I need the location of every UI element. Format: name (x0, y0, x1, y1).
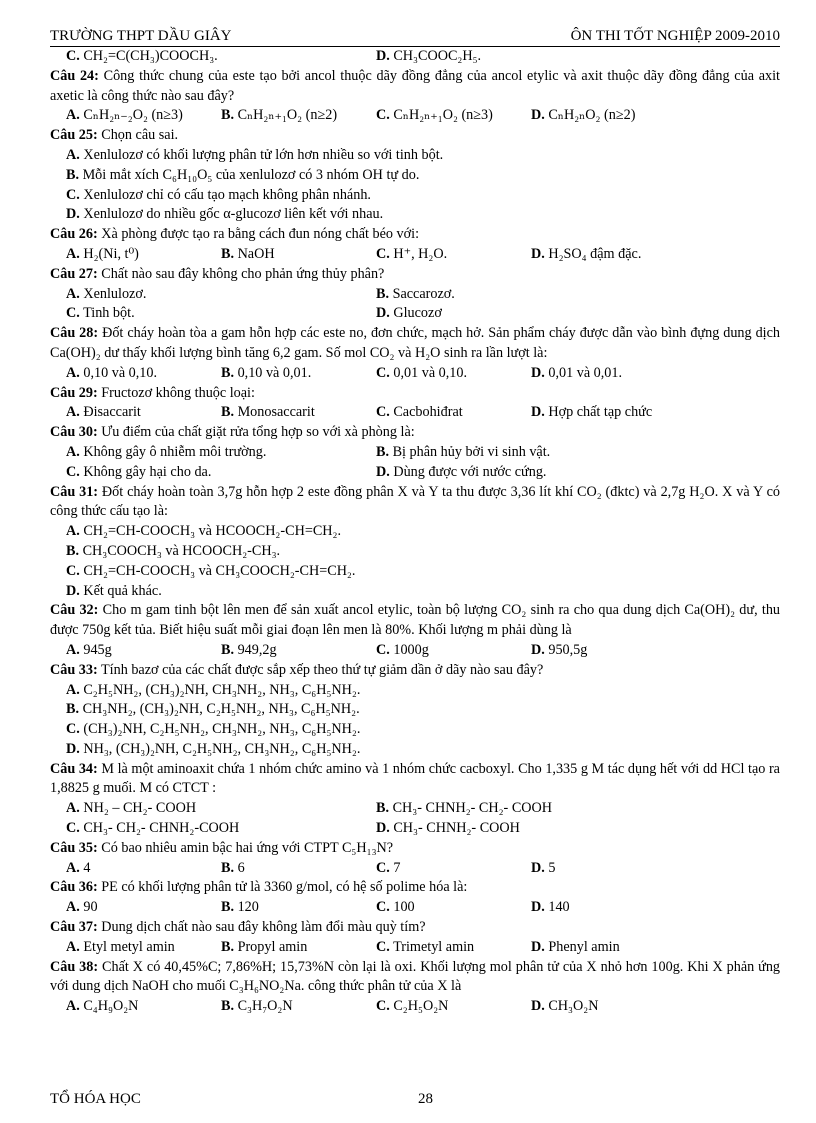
options-row (50, 403, 780, 423)
option-c: C. Trimetyl amin (376, 938, 475, 955)
options-row (50, 859, 780, 879)
question-33: Câu 33: Tính bazơ của các chất được sắp xếp theo thứ tự giảm dần ở dãy nào sau đây? (50, 661, 544, 678)
option-b: B. 949,2g (221, 641, 277, 658)
option-b: B. NaOH (221, 245, 275, 262)
option-d: D. 5 (531, 859, 556, 876)
option-d: D. H₂SO₄ đậm đặc. (531, 245, 642, 262)
options-row (50, 364, 780, 384)
option-c: C. Không gây hại cho da. (66, 463, 212, 480)
options-row (50, 898, 780, 918)
option-a: A. 945g (66, 641, 112, 658)
option-d: D. 950,5g (531, 641, 588, 658)
option-a: A. 0,10 và 0,10. (66, 364, 158, 381)
option-a: A. Không gây ô nhiễm môi trường. (66, 443, 267, 460)
question-25: Câu 25: Chọn câu sai. (50, 127, 179, 144)
option-b: B. CH₃- CHNH₂- CH₂- COOH (376, 800, 553, 817)
option-a: A. 90 (66, 899, 98, 916)
option-a: A. Xenlulozơ. (66, 285, 147, 302)
options-row (50, 938, 780, 958)
option-a: A. C₄H₉O₂N (66, 998, 139, 1015)
option-d: D. Hợp chất tạp chức (531, 404, 653, 421)
question-37: Câu 37: Dung dịch chất nào sau đây không làm đổi màu quỳ tím? (50, 919, 426, 936)
page-footer (50, 1089, 780, 1109)
options-row (50, 463, 780, 483)
option-d: D. CH₃COOC₂H₅. (376, 48, 482, 64)
option-d: D. 140 (531, 899, 570, 916)
question-29: Câu 29: Fructozơ không thuộc loại: (50, 384, 255, 401)
option-c: C. Tinh bột. (66, 305, 135, 322)
option-a: A. CH₂=CH-COOCH₃ và HCOOCH₂-CH=CH₂. (66, 523, 342, 540)
option-c: C. CH₂=CH-COOCH₃ và CH₃COOCH₂-CH=CH₂. (66, 562, 356, 579)
options-row (50, 443, 780, 463)
option-c: C. 7 (376, 859, 401, 876)
option-b: B. C₃H₇O₂N (221, 998, 293, 1015)
option-d: D. Dùng được với nước cứng. (376, 463, 547, 480)
options-row (50, 819, 780, 839)
option-a: A. 4 (66, 859, 91, 876)
option-c: C. (CH₃)₂NH, C₂H₅NH₂, CH₃NH₂, NH₃, C₆H₅NH₂. (66, 721, 361, 738)
question-36: Câu 36: PE có khối lượng phân tử là 3360 g/mol, có hệ số polime hóa là: (50, 879, 468, 896)
option-b: B. CₙH₂ₙ₊₁O₂ (n≥2) (221, 107, 338, 124)
option-d: D. NH₃, (CH₃)₂NH, C₂H₅NH₂, CH₃NH₂, C₆H₅NH₂. (66, 740, 361, 757)
option-a: A. Xenlulozơ có khối lượng phân tử lớn hơn nhiều so với tinh bột. (66, 146, 444, 163)
options-row (50, 285, 780, 305)
option-b: B. Propyl amin (221, 938, 308, 955)
question-28: Câu 28: Đốt cháy hoàn tòa a gam hỗn hợp các este no, đơn chức, mạch hở. Sản phẩm cháy được dẫn vào bình đựng dung dịch Ca(OH)₂ dư thấy khối lượng bình tăng 6,2 gam. Số mol CO₂ và H₂O sinh ra lần lượt là: (50, 325, 781, 361)
option-b: B. Mỗi mắt xích C₆H₁₀O₅ của xenlulozơ có 3 nhóm OH tự do. (66, 166, 420, 183)
options-row (50, 997, 780, 1017)
option-b: B. 120 (221, 899, 259, 916)
option-c: C. CH₃- CH₂- CHNH₂-COOH (66, 820, 240, 837)
option-b: B. CH₃COOCH₃ và HCOOCH₂-CH₃. (66, 542, 281, 559)
option-a: A. H₂(Ni, t⁰) (66, 245, 139, 262)
option-a: A. CₙH₂ₙ₋₂O₂ (n≥3) (66, 107, 183, 124)
options-row (50, 799, 780, 819)
question-38: Câu 38: Chất X có 40,45%C; 7,86%H; 15,73%N còn lại là oxi. Khối lượng mol phân tử của X nhỏ hơn 100g. Khi X phản ứng với dung dịch NaOH cho muối C₃H₆NO₂Na. công thức phân tử của X là (50, 958, 781, 995)
school-name: TRƯỜNG THPT DẦU GIÂY (50, 28, 232, 44)
option-b: B. 6 (221, 859, 245, 876)
option-c: C. Cacbohiđrat (376, 404, 463, 421)
options-row (50, 106, 780, 126)
option-c: C. 0,01 và 0,10. (376, 364, 468, 381)
option-a: A. Etyl metyl amin (66, 938, 175, 955)
option-a: A. C₂H₅NH₂, (CH₃)₂NH, CH₃NH₂, NH₃, C₆H₅NH₂. (66, 681, 361, 698)
option-d: D. 0,01 và 0,01. (531, 364, 623, 381)
question-32: Câu 32: Cho m gam tinh bột lên men để sản xuất ancol etylic, toàn bộ lượng CO₂ sinh ra cho qua dung dịch Ca(OH)₂ dư, thu được 750g kết tủa. Biết hiệu suất mỗi giai đoạn lên men là 80%. Khối lượng m phải dùng là (50, 602, 781, 639)
option-d: D. CₙH₂ₙO₂ (n≥2) (531, 107, 636, 124)
option-b: B. 0,10 và 0,01. (221, 364, 312, 381)
option-d: D. CH₃- CHNH₂- COOH (376, 820, 520, 837)
options-row (50, 641, 780, 661)
question-31: Câu 31: Đốt cháy hoàn toàn 3,7g hỗn hợp 2 este đồng phân X và Y ta thu được 3,36 lít khí CO₂ (đktc) và 2,7g H₂O. X và Y có công thức cấu tạo là: (50, 483, 780, 520)
question-24: Câu 24: Công thức chung của este tạo bởi ancol thuộc dãy đồng đẳng của ancol etylic và axit thuộc dãy đồng đẳng của axit axetic là công thức nào sau đây? (50, 67, 780, 104)
question-27: Câu 27: Chất nào sau đây không cho phản ứng thủy phân? (50, 265, 385, 282)
option-c: C. C₂H₅O₂N (376, 998, 449, 1015)
option-b: B. Bị phân hủy bởi vi sinh vật. (376, 443, 551, 460)
question-list (50, 47, 780, 1017)
option-c: C. H⁺, H₂O. (376, 245, 448, 262)
option-d: D. Kết quả khác. (66, 582, 162, 599)
option-a: A. Đisaccarit (66, 404, 141, 421)
option-a: A. NH₂ – CH₂- COOH (66, 800, 197, 817)
option-b: B. Monosaccarit (221, 404, 315, 421)
option-c: C. Xenlulozơ chỉ có cấu tạo mạch không phân nhánh. (66, 186, 371, 203)
option-c: C. CₙH₂ₙ₊₁O₂ (n≥3) (376, 107, 493, 124)
exam-title: ÔN THI TỐT NGHIỆP 2009-2010 (570, 28, 780, 44)
question-30: Câu 30: Ưu điểm của chất giặt rửa tổng hợp so với xà phòng là: (50, 424, 415, 441)
option-b: B. CH₃NH₂, (CH₃)₂NH, C₂H₅NH₂, NH₃, C₆H₅NH₂. (66, 701, 360, 718)
option-d: D. CH₃O₂N (531, 998, 599, 1015)
page-number: 28 (418, 1091, 433, 1107)
option-b: B. Saccarozơ. (376, 285, 455, 302)
department-name: TỔ HÓA HỌC (50, 1091, 141, 1107)
options-row (50, 304, 780, 324)
question-34: Câu 34: M là một aminoaxit chứa 1 nhóm chức amino và 1 nhóm chức cacboxyl. Cho 1,335 g M tác dụng hết với dd HCl tạo ra 1,8825 g muối. M có CTCT : (50, 760, 780, 797)
options-row (50, 47, 780, 67)
question-26: Câu 26: Xà phòng được tạo ra bằng cách đun nóng chất béo với: (50, 226, 420, 243)
option-d: D. Phenyl amin (531, 938, 620, 955)
question-35: Câu 35: Có bao nhiêu amin bậc hai ứng với CTPT C₅H₁₃N? (50, 839, 394, 856)
option-d: D. Glucozơ (376, 305, 442, 322)
page-header (50, 26, 780, 47)
option-c: C. 1000g (376, 641, 429, 658)
option-c: C. 100 (376, 899, 415, 916)
option-c: C. CH₂=C(CH₃)COOCH₃. (66, 48, 218, 64)
option-d: D. Xenlulozơ do nhiều gốc α-glucozơ liên kết với nhau. (66, 206, 384, 223)
options-row (50, 245, 780, 265)
